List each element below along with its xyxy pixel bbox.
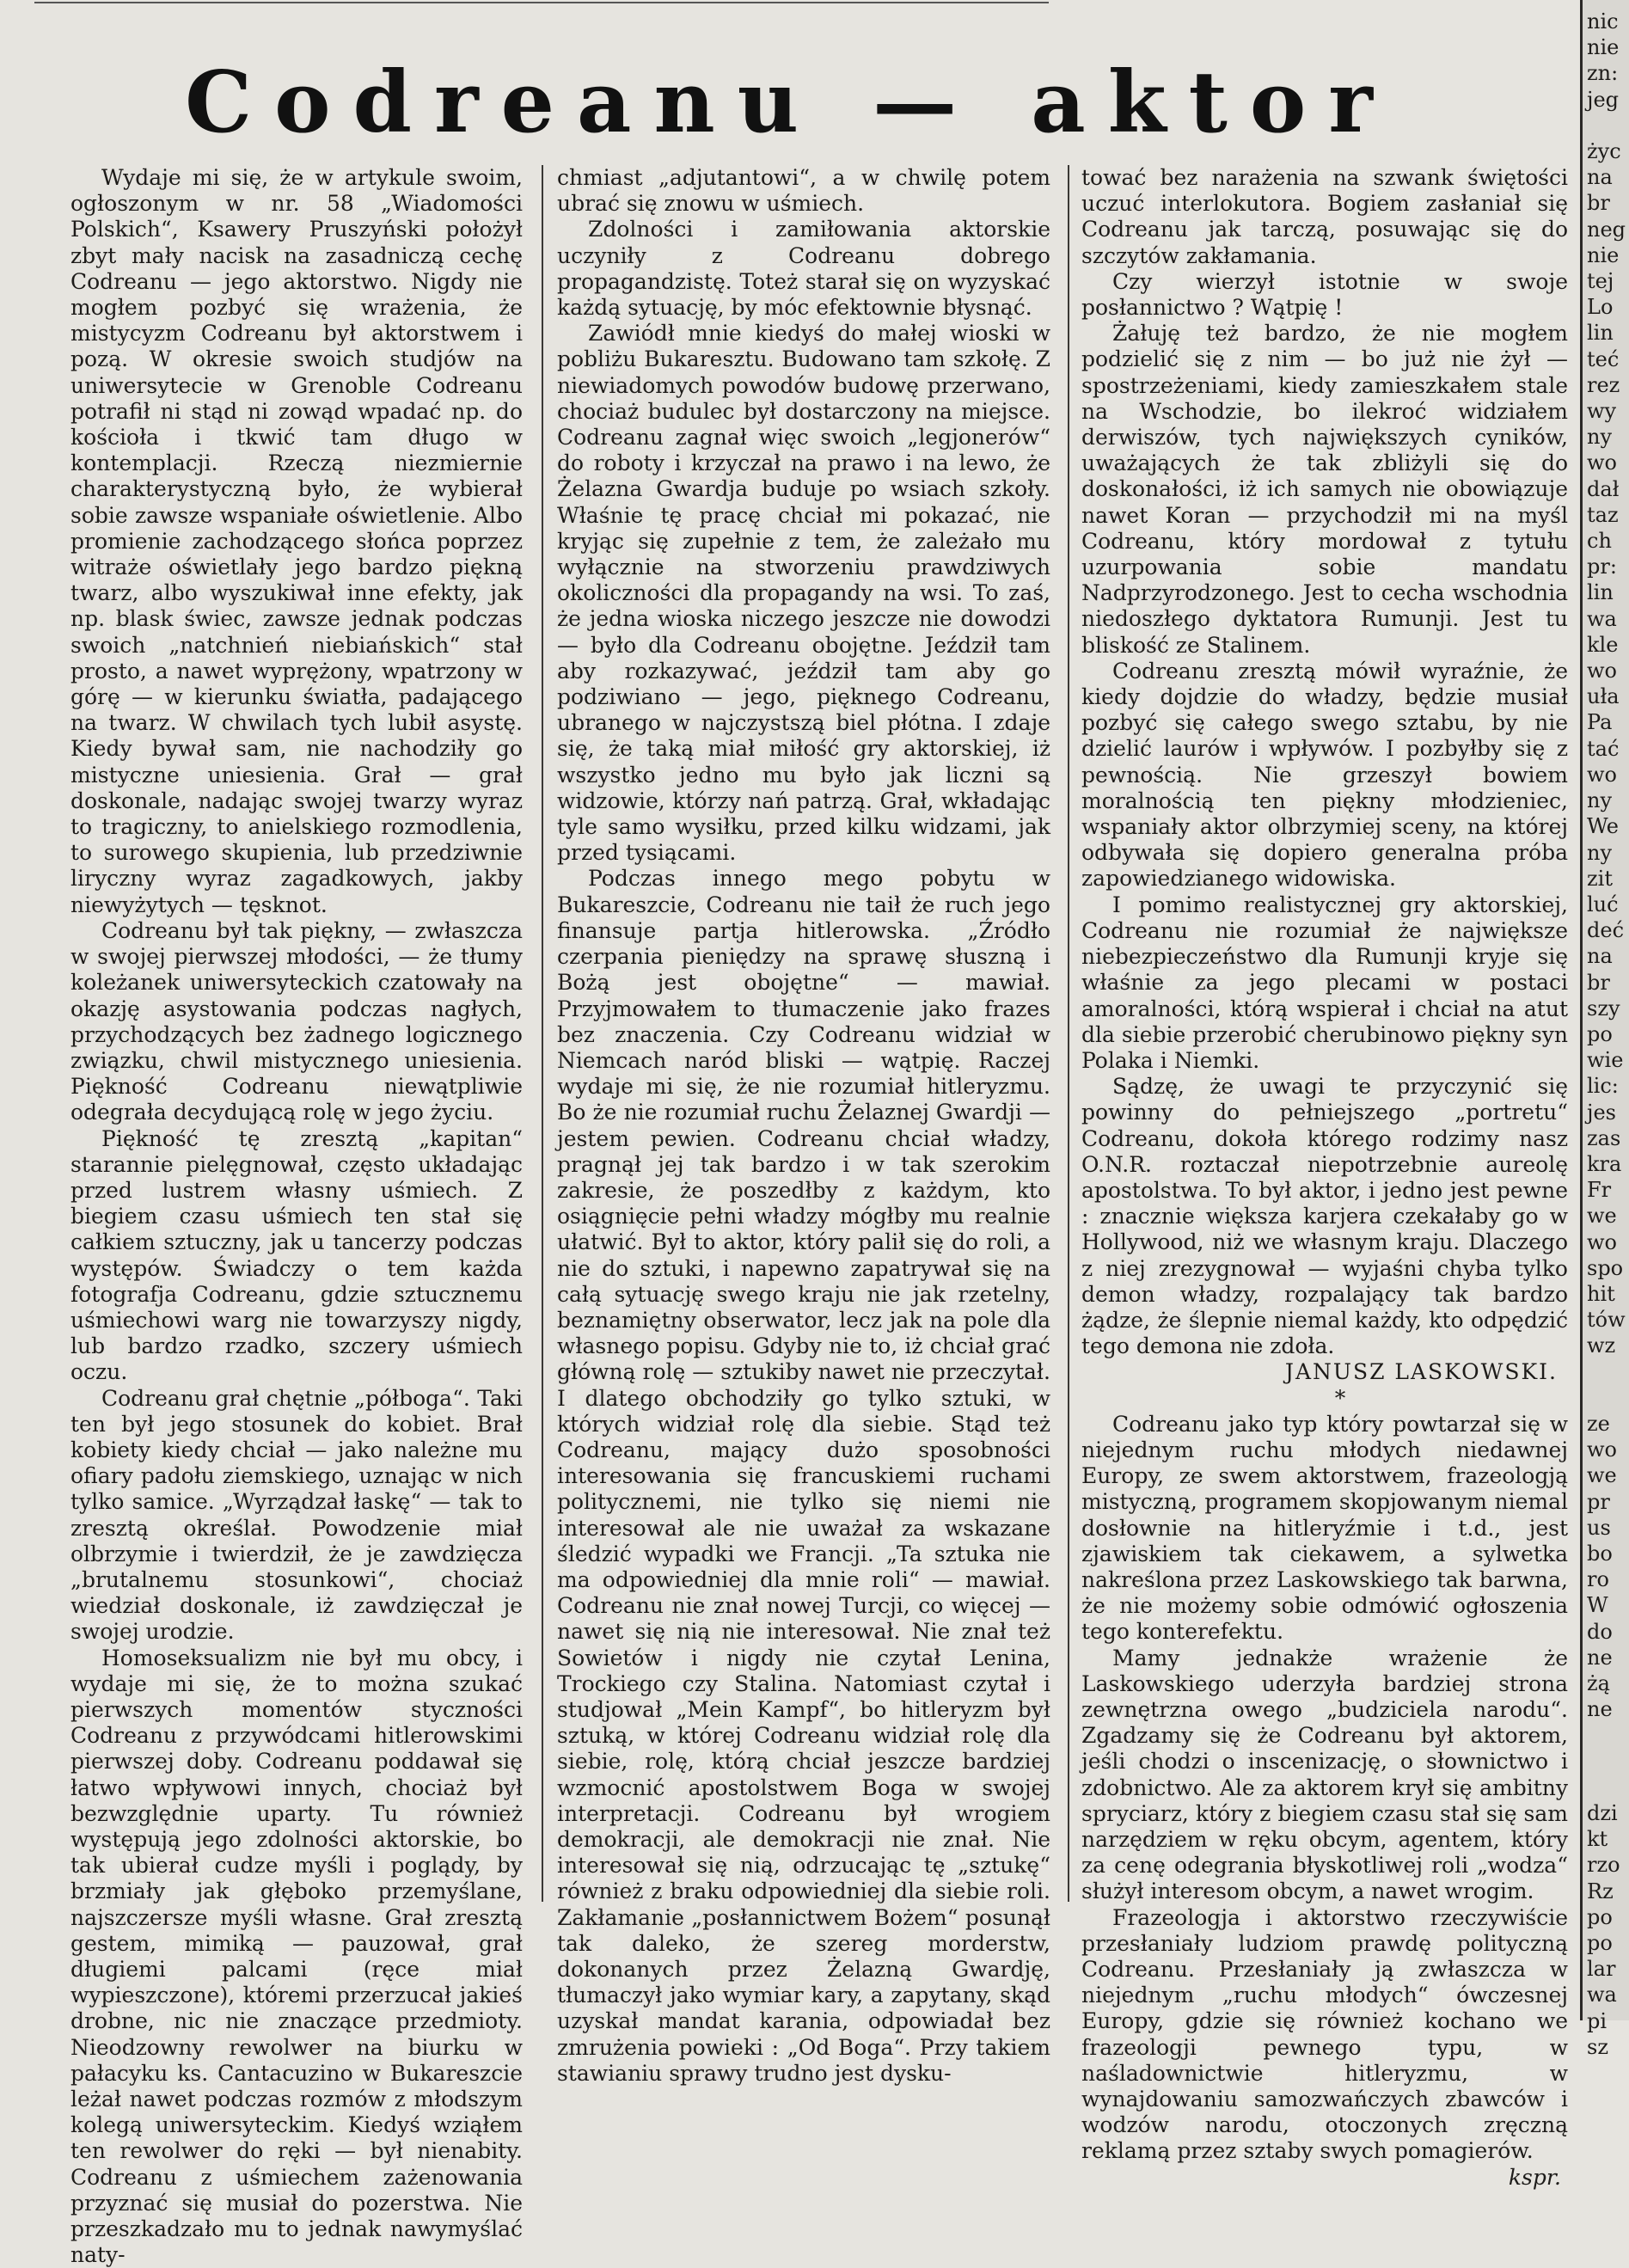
column-rule: [1068, 165, 1069, 1902]
editorial-paragraph: Mamy jednakże wrażenie że Laskowskiego uderzyła bardziej strona zewnętrzna owego „budziciela narodu“. Zgadzamy się że Codreanu był aktorem, jeśli chodzi o inscenizację, o słownictwo i zdobnictwo. Ale za aktorem krył się ambitny spryciarz, który z biegiem czasu stał się sam narzędziem w ręku obcym, agentem, który za cenę odegrania błyskotliwej roli „wodza“ służył interesom obcym, a nawet wrogim.: [1081, 1645, 1568, 1904]
paragraph: Homoseksualizm nie był mu obcy, i wydaje mi się, że to można szukać pierwszych momentów styczności Codreanu z przywódcami hitlerowskimi pierwszej doby. Codreanu poddawał się łatwo wpływowi innych, chociaż był bezwzględnie uparty. Tu również występują jego zdolności aktorskie, bo tak ubierał cudze myśli i poglądy, by brzmiały jak głęboko przemyślane, najszczersze myśli własne. Grał zresztą gestem, mimiką — pauzował, grał długiemi palcami (ręce miał wypieszczone), któremi przerzucał jakieś drobne, nic nie znaczące przedmioty. Nieodzowny rewolwer na biurku w pałacyku ks. Cantacuzino w Bukareszcie leżał nawet podczas rozmów z młodszym kolegą uniwersyteckim. Kiedyś wziąłem ten rewolwer do ręki — był nienabity. Codreanu z uśmiechem zażenowania przyznać się musiał do pozerstwa. Nie przeszkadzało mu to jednak nawymyślać naty-: [70, 1645, 523, 2268]
paragraph: Zdolności i zamiłowania aktorskie uczyniły z Codreanu dobrego propagandzistę. Toteż starał się on wyzyskać każdą sytuację, by móc efektownie błysnąć.: [557, 217, 1050, 321]
paragraph: Podczas innego mego pobytu w Bukareszcie, Codreanu nie taił że ruch jego finansuje partja hitlerowska. „Źródło czerpania pieniędzy na sprawę słuszną i Bożą jest obojętne“ — mawiał. Przyjmowałem to tłumaczenie jako frazes bez znaczenia. Czy Codreanu widział w Niemcach naród bliski — wątpię. Raczej wydaje mi się, że nie rozumiał hitleryzmu. Bo że nie rozumiał ruchu Żelaznej Gwardji — jestem pewien. Codreanu chciał władzy, pragnął jej tak bardzo i w tak szerokim zakresie, że poszedłby z każdym, kto osiągnięcie pełni władzy mógłby mu realnie ułatwić. Był to aktor, który palił się do roli, a nie do sztuki, i napewno zapatrywał się na całą sytuację swego kraju nie jak rzetelny, beznamiętny obserwator, lecz jak na pole dla własnego popisu. Gdyby nie to, iż chciał grać główną rolę — sztukiby nawet nie przeczytał. I dlatego obchodziły go tylko sztuki, w których widział rolę dla siebie. Stąd też Codreanu, mający dużo sposobności interesowania się francuskiemi ruchami politycznemi, nie tylko się niemi nie interesował ale nie uważał za wskazane śledzić wypadki we Francji. „Ta sztuka nie ma odpowiedniej dla mnie roli“ — mawiał. Codreanu nie znał nowej Turcji, co więcej — nawet się nią nie interesował. Nie znał też Sowietów i nigdy nie czytał Lenina, Trockiego czy Stalina. Natomiast czytał i studjował „Mein Kampf“, bo hitleryzm był sztuką, w której Codreanu widział rolę dla siebie, rolę, którą chciał jeszcze bardziej wzmocnić apostolstwem Boga w swojej interpretacji. Codreanu był wrogiem demokracji, ale demokracji nie znał. Nie interesował się nią, odrzucając tę „sztukę“ również z braku odpowiedniej dla siebie roli. Zakłamanie „posłannictwem Bożem“ posunął tak daleko, że szereg morderstw, dokonanych przez Żelazną Gwardję, tłumaczył jako wymiar kary, a zapytany, skąd uzyskał mandat karania, odpowiadał bez zmrużenia powieki : „Od Boga“. Przy takiem stawianiu sprawy trudno jest dysku-: [557, 866, 1050, 2086]
paragraph: Czy wierzył istotnie w swoje posłannictwo ? Wątpię !: [1081, 268, 1568, 321]
author-signature: JANUSZ LASKOWSKI.: [1284, 1359, 1558, 1385]
paragraph: Zawiódł mnie kiedyś do małej wioski w pobliżu Bukaresztu. Budowano tam szkołę. Z niewiadomych powodów budowę przerwano, chociaż budulec był dostarczony na miejsce. Codreanu zagnał więc swoich „legjonerów“ do roboty i krzyczał na prawo i na lewo, że Żelazna Gwardja buduje po wsiach szkoły. Właśnie tę pracę chciał mi pokazać, nie kryjąc się zupełnie z tem, że zależało mu wyłącznie na stworzeniu prawdziwych okoliczności dla propagandy na wsi. To zaś, że jedna wioska niczego jeszcze nie dowodzi — było dla Codreanu obojętne. Jeździł tam aby rozkazywać, jeździł tam aby go podziwiano — jego, pięknego Codreanu, ubranego w najczystszą biel płótna. I zdaje się, że taką miał miłość gry aktorskiej, iż wszystko jedno mu było jak liczni są widzowie, którzy nań patrzą. Grał, wkładając tyle samo wysiłku, przed kilku widzami, jak przed tysiącami.: [557, 321, 1050, 866]
paragraph: Codreanu grał chętnie „półboga“. Taki ten był jego stosunek do kobiet. Brał kobiety kiedy chciał — jako należne mu ofiary padołu ziemskiego, uznając w nich tylko samice. „Wyrządzał łaskę“ — tak to zresztą określał. Powodzenie miał olbrzymie i twierdził, że je zawdzięcza „brutalnemu stosunkowi“, chociaż wiedział doskonale, iż zawdzięczał je swojej urodzie.: [70, 1385, 523, 1645]
next-page-edge-text: nic nie zn: jeg życ na br neg nie tej Lo lin teć rez wy ny wo dał taz ch pr: lin wa kle wo uła Pa tać wo ny We ny zit luć deć na br szy po wie lic: jes zas kra Fr we wo spo hit tów wz ze wo we pr us bo ro W do ne żą ne dzi kt rzo Rz po po lar wa pi sz: [1587, 9, 1626, 2059]
paragraph: Codreanu zresztą mówił wyraźnie, że kiedy dojdzie do władzy, będzie musiał pozbyć się całego swego sztabu, by nie dzielić laurów i wpływów. I pozbyłby się z pewnością. Nie grzeszył bowiem moralnością ten piękny młodzieniec, wspaniały aktor olbrzymiej sceny, na której odbywała się dopiero generalna próba zapowiedzianego widowiska.: [1081, 658, 1568, 892]
paragraph: Żałuję też bardzo, że nie mogłem podzielić się z nim — bo już nie żył — spostrzeżeniami, kiedy zamieszkałem stale na Wschodzie, bo ilekroć widziałem derwiszów, tych największych cyników, uważających że tak zbliżyli się do doskonałości, iż ich samych nie obowiązuje nawet Koran — przychodził mi na myśl Codreanu, który mordował z tytułu uzurpowania sobie mandatu Nadprzyrodzonego. Jest to cecha wschodnia niedoszłego dyktatora Rumunji. Jest tu bliskość ze Stalinem.: [1081, 321, 1568, 658]
top-rule: [34, 2, 1049, 9]
paragraph: Wydaje mi się, że w artykule swoim, ogłoszonym w nr. 58 „Wiadomości Polskich“, Ksawery Pruszyński położył zbyt mały nacisk na zasadniczą cechę Codreanu — jego aktorstwo. Nigdy nie mogłem pozbyć się wrażenia, że mistycyzm Codreanu był aktorstwem i pozą. W okresie swoich studjów na uniwersytecie w Grenoble Codreanu potrafił ni stąd ni zowąd wpadać np. do kościoła i tkwić tam długo w kontemplacji. Rzeczą niezmiernie charakterystyczną było, że wybierał sobie zawsze wspaniałe oświetlenie. Albo promienie zachodzącego słońca poprzez witraże oświetlały jego bardzo piękną twarz, albo wyszukiwał inne efekty, jak np. blask świec, zawsze jednak podczas swoich „natchnień niebiańskich“ stał prosto, a nawet wyprężony, wpatrzony w górę — w kierunku światła, padającego na twarz. W chwilach tych lubił asystę. Kiedy bywał sam, nie nachodziły go mistyczne uniesienia. Grał — grał doskonale, nadając swojej twarzy wyraz to tragiczny, to anielskiego rozmodlenia, to surowego skupienia, lub przedziwnie liryczny wyraz zagadkowych, jakby niewyżytych — tęsknot.: [70, 165, 523, 917]
column-rule: [542, 165, 543, 1902]
editorial-paragraph: Codreanu jako typ który powtarzał się w niejednym ruchu młodych niedawnej Europy, ze swem aktorstwem, frazeologją mistyczną, programem skopjowanym niemal dosłownie na hitleryźmie i t.d., jest zjawiskiem tak ciekawem, a sylwetka nakreślona przez Laskowskiego tak barwna, że nie możemy sobie odmówić ogłoszenia tego konterefektu.: [1081, 1411, 1568, 1645]
column-3: [1081, 165, 1568, 2190]
paragraph: tować bez narażenia na szwank świętości uczuć interlokutora. Bogiem zasłaniał się Codreanu jak tarczą, posuwając się do szczytów zakłamania.: [1081, 165, 1568, 268]
paragraph: Codreanu był tak piękny, — zwłaszcza w swojej pierwszej młodości, — że tłumy koleżanek uniwersyteckich czatowały na okazję asystowania podczas nagłych, przychodzących bez żadnego logicznego związku, chwil mistycznego uniesienia. Piękność Codreanu niewątpliwie odegrała decydującą rolę w jego życiu.: [70, 917, 523, 1125]
paragraph: chmiast „adjutantowi“, a w chwilę potem ubrać się znowu w uśmiech.: [557, 165, 1050, 217]
column-2: [557, 165, 1050, 2086]
paragraph: I pomimo realistycznej gry aktorskiej, Codreanu nie rozumiał że największe niebezpieczeństwo dla Rumunji kryje się właśnie za jego plecami w postaci amoralności, którą wspierał i chciał na atut dla siebie przerobić cherubinowo piękny syn Polaka i Niemki.: [1081, 892, 1568, 1073]
editorial-paragraph: Frazeologja i aktorstwo rzeczywiście przesłaniały ludziom prawdę polityczną Codreanu. Przesłaniały ją zwłaszcza w niejednym „ruchu młodych“ ówczesnej Europy, gdzie się również kochano we frazeologji pewnego typu, w naśladownictwie hitleryzmu, w wynajdowaniu samozwańczych zbawców i wodzów narodu, otoczonych zręczną reklamą przez sztaby swych pomagierów.: [1081, 1904, 1568, 2164]
column-1: [70, 165, 523, 2268]
section-separator: *: [1334, 1385, 1346, 1411]
article-title: Codreanu — aktor: [185, 53, 1395, 152]
paragraph: Piękność tę zresztą „kapitan“ starannie pielęgnował, często układając przed lustrem własny uśmiech. Z biegiem czasu uśmiech ten stał się całkiem sztuczny, jak u tancerzy podczas występów. Świadczy o tem każda fotografja Codreanu, gdzie sztucznemu uśmiechowi warg nie towarzyszy nigdy, lub bardzo rzadko, szczery uśmiech oczu.: [70, 1125, 523, 1385]
paragraph: Sądzę, że uwagi te przyczynić się powinny do pełniejszego „portretu“ Codreanu, dokoła którego rodzimy nasz O.N.R. roztaczał niepotrzebnie aureolę apostolstwa. To był aktor, i jedno jest pewne : znacznie większa karjera czekałaby go w Hollywood, niż we własnym kraju. Dlaczego z niej zrezygnował — wyjaśni chyba tylko demon władzy, rozpalający tak bardzo żądze, że ślepnie niemal każdy, kto odpędzić tego demona nie zdoła.: [1081, 1074, 1568, 1359]
editorial-initials: kspr.: [1508, 2164, 1561, 2190]
